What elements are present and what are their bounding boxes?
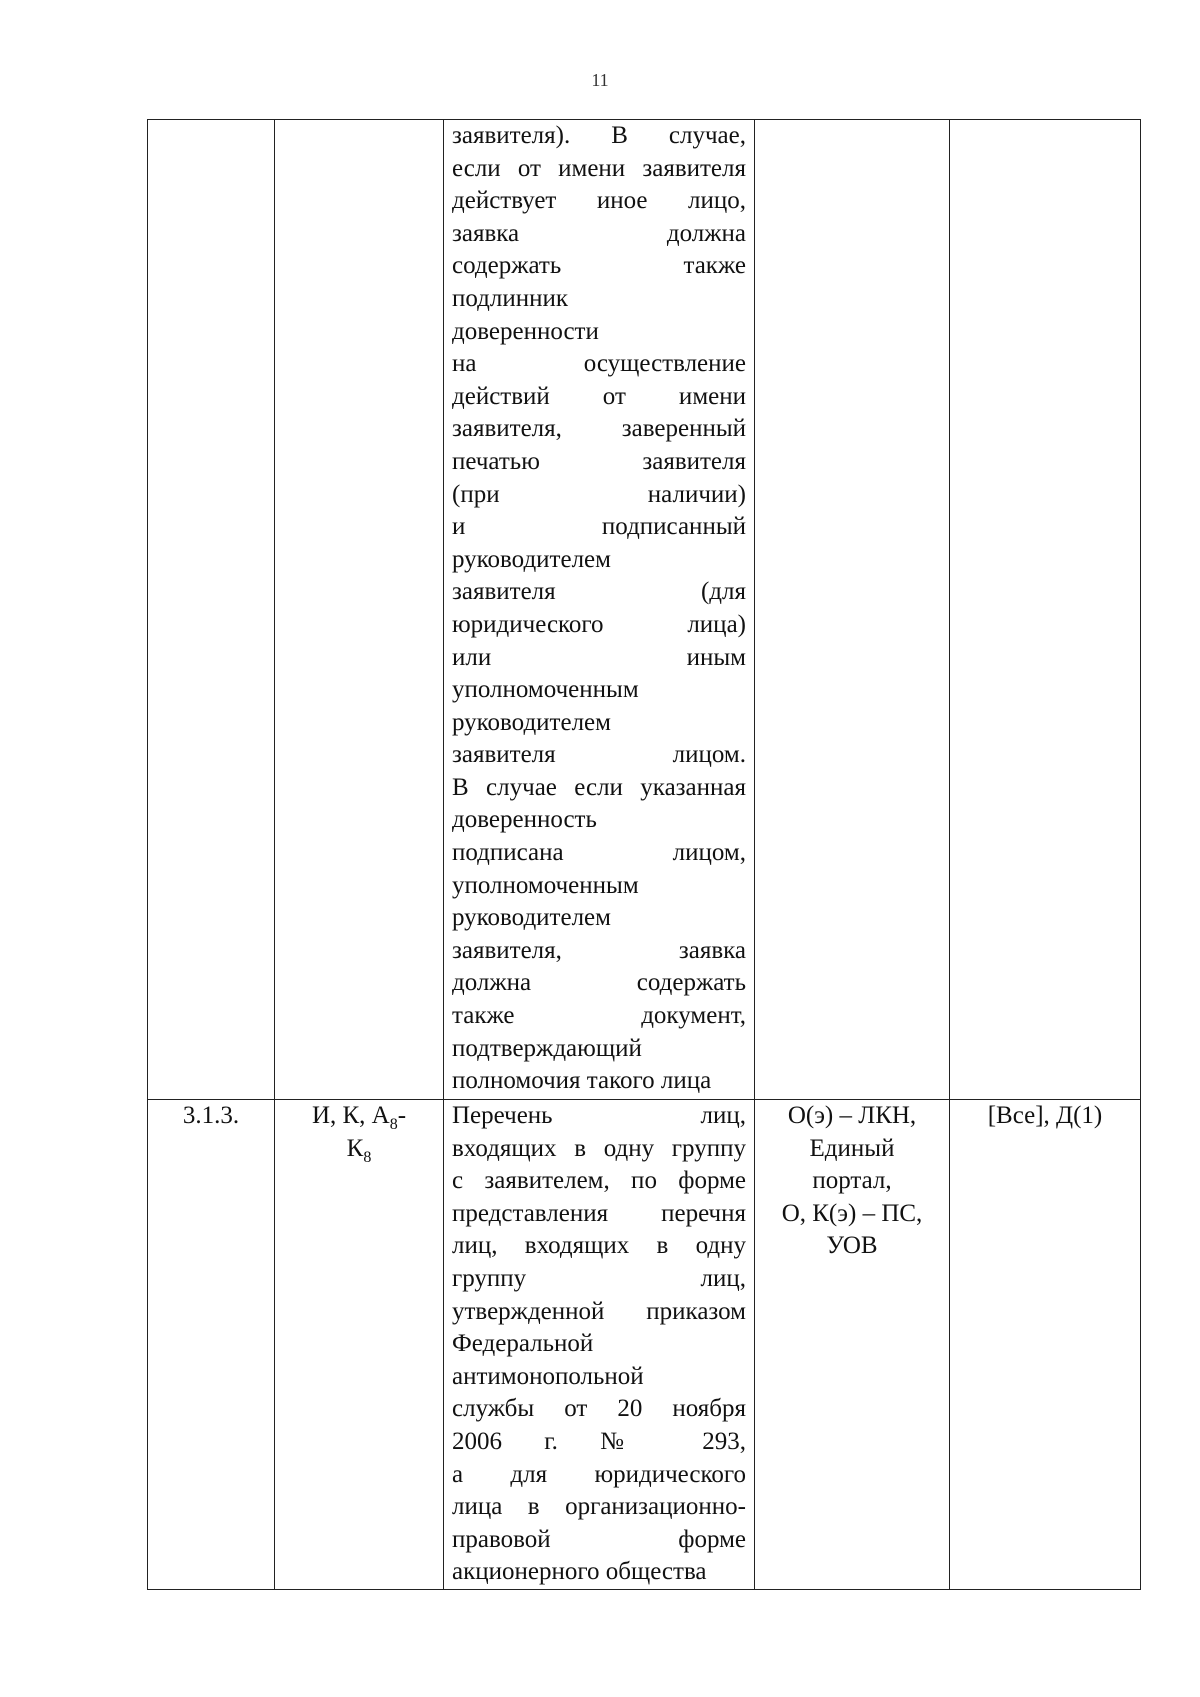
- text-line: утвержденной приказом: [452, 1297, 746, 1325]
- cell-recipients: [950, 120, 1141, 1100]
- cell-source: [755, 1100, 950, 1590]
- table-row: [148, 120, 1141, 1100]
- text-line: также документ,: [452, 1002, 746, 1030]
- text-line: В случае если указанная: [452, 773, 746, 801]
- text-line: действует иное лицо,: [452, 187, 746, 215]
- page-number: 11: [591, 70, 609, 90]
- text-line: правовой форме: [452, 1525, 746, 1553]
- text-line: или иным: [452, 643, 746, 671]
- codes-line-2: $К_8$: [346, 1134, 372, 1166]
- text-line: (при наличии): [452, 480, 746, 508]
- table-row: [148, 1100, 1141, 1590]
- text-line: действий от имени: [452, 382, 746, 410]
- text-line: полномочия такого лица: [452, 1067, 712, 1095]
- text-line: входящих в одну группу: [452, 1134, 746, 1162]
- text-line: а для юридического: [452, 1460, 746, 1488]
- codes-line-1: И, К, $А_8-$: [311, 1102, 407, 1133]
- text-line: Федеральной: [452, 1330, 594, 1358]
- row-number: 3.1.3.: [182, 1102, 240, 1129]
- text-line: представления перечня: [452, 1199, 746, 1227]
- text-line: заявителя, заявка: [452, 936, 746, 964]
- text-line: и подписанный: [452, 513, 746, 541]
- text-line: с заявителем, по форме: [452, 1167, 746, 1195]
- text-line: уполномоченным: [452, 676, 639, 704]
- text-line: юридического лица): [452, 610, 746, 638]
- text-line: доверенности: [452, 317, 599, 345]
- text-line: печатью заявителя: [452, 447, 746, 475]
- text-line: антимонопольной: [452, 1362, 644, 1390]
- text-line: заявителя). В случае,: [452, 122, 746, 149]
- text-line: УОВ: [826, 1232, 878, 1260]
- text-line: акционерного общества: [452, 1558, 707, 1586]
- text-line: портал,: [812, 1167, 892, 1195]
- text-line: О, К(э) – ПС,: [781, 1199, 923, 1227]
- text-line: на осуществление: [452, 350, 746, 378]
- text-line: подписана лицом,: [452, 839, 746, 867]
- text-line: заявка должна: [452, 219, 746, 247]
- cell-description: [444, 1100, 755, 1590]
- text-line: заявителя, заверенный: [452, 415, 746, 443]
- cell-description: [444, 120, 755, 1100]
- text-line: лица в организационно-: [452, 1493, 746, 1521]
- text-line: группу лиц,: [452, 1264, 746, 1292]
- text-line: заявителя (для: [452, 578, 746, 606]
- document-table: [147, 119, 1141, 1590]
- cell-codes: [275, 120, 444, 1100]
- cell-number: [148, 120, 275, 1100]
- text-line: содержать также: [452, 252, 746, 280]
- text-line: уполномоченным: [452, 871, 639, 899]
- cell-recipients: [950, 1100, 1141, 1590]
- text-line: руководителем: [452, 904, 611, 932]
- text-line: заявителя лицом.: [452, 741, 746, 769]
- text-line: подтверждающий: [452, 1034, 642, 1062]
- text-line: О(э) – ЛКН,: [787, 1102, 917, 1129]
- text-line: должна содержать: [452, 969, 746, 997]
- text-line: доверенность: [452, 806, 597, 834]
- cell-source: [755, 120, 950, 1100]
- cell-number: [148, 1100, 275, 1590]
- text-line: подлинник: [452, 284, 569, 312]
- text-line: Перечень лиц,: [452, 1102, 746, 1129]
- text-line: Единый: [809, 1134, 895, 1162]
- text-line: службы от 20 ноября: [452, 1395, 746, 1423]
- text-line: руководителем: [452, 545, 611, 573]
- text-line: 2006 г. № 293,: [452, 1427, 746, 1455]
- text-line: [Все], Д(1): [987, 1102, 1103, 1129]
- text-line: если от имени заявителя: [452, 154, 746, 182]
- cell-codes: [275, 1100, 444, 1590]
- text-line: лиц, входящих в одну: [452, 1232, 746, 1260]
- text-line: руководителем: [452, 708, 611, 736]
